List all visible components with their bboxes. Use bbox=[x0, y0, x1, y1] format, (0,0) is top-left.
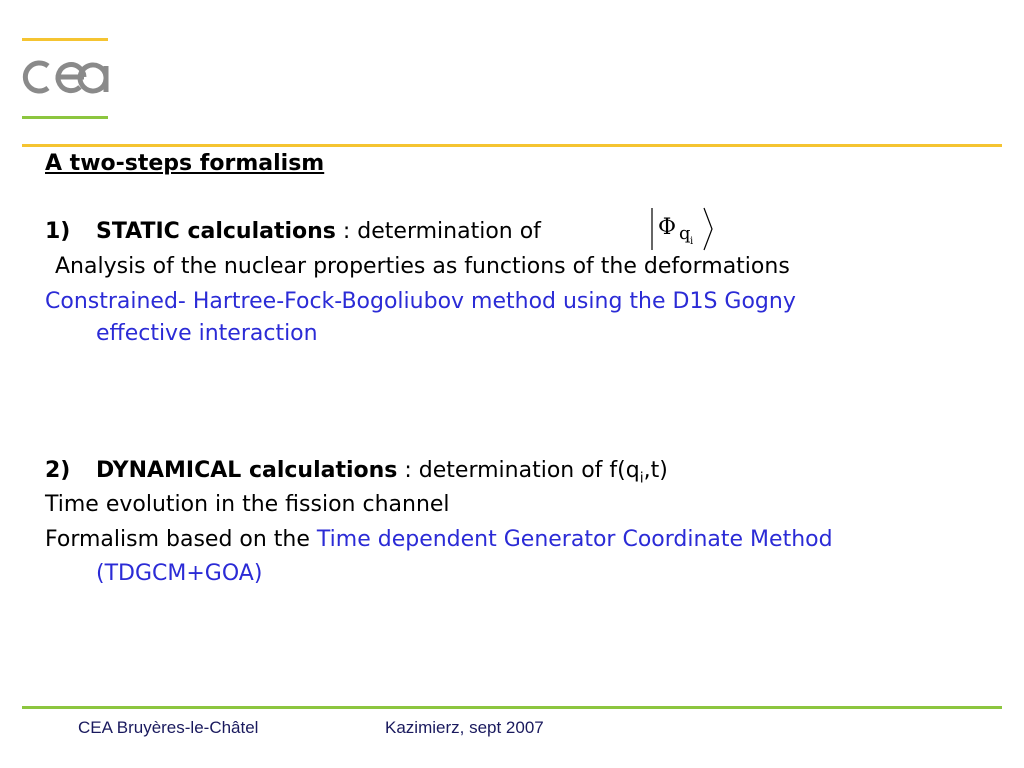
static-title: STATIC calculations bbox=[96, 219, 336, 244]
dynamical-title: DYNAMICAL calculations bbox=[96, 458, 398, 483]
footer-left: CEA Bruyères-le-Châtel bbox=[78, 718, 259, 737]
dynamical-line-3: (TDGCM+GOA) bbox=[96, 561, 263, 586]
footer-right: Kazimierz, sept 2007 bbox=[385, 718, 544, 737]
static-number: 1) bbox=[45, 219, 71, 244]
footer-rule bbox=[22, 706, 1002, 709]
dynamical-line-2-blue: Time dependent Generator Coordinate Method bbox=[316, 527, 833, 552]
dynamical-number: 2) bbox=[45, 458, 71, 483]
dynamical-line-2-prefix: Formalism based on the bbox=[45, 527, 317, 552]
static-line-1: Analysis of the nuclear properties as functions of the deformations bbox=[55, 254, 790, 279]
logo-bottom-bar bbox=[22, 116, 108, 119]
static-suffix: : determination of bbox=[335, 219, 541, 244]
dynamical-line-1: Time evolution in the fission channel bbox=[45, 492, 450, 517]
ket-symbol: Φ bbox=[658, 215, 677, 240]
static-line-2: Constrained- Hartree-Fock-Bogoliubov method using the D1S Gogny bbox=[45, 289, 796, 314]
cea-logo bbox=[22, 58, 110, 96]
ket-subsub: i bbox=[690, 236, 694, 247]
static-heading-line bbox=[45, 218, 541, 246]
ket-sub: q bbox=[679, 223, 691, 244]
dynamical-suffix-pre: : determination of f(q bbox=[397, 458, 640, 483]
dynamical-suffix-sub: i bbox=[639, 470, 644, 487]
header-rule bbox=[22, 144, 1002, 147]
ket-phi-qi bbox=[648, 206, 714, 252]
dynamical-heading-line bbox=[45, 457, 668, 492]
logo-top-bar bbox=[22, 38, 108, 41]
static-line-3: effective interaction bbox=[96, 321, 318, 346]
dynamical-line-2 bbox=[45, 526, 833, 554]
dynamical-suffix-post: ,t) bbox=[643, 458, 668, 483]
slide-heading: A two-steps formalism bbox=[45, 151, 325, 176]
